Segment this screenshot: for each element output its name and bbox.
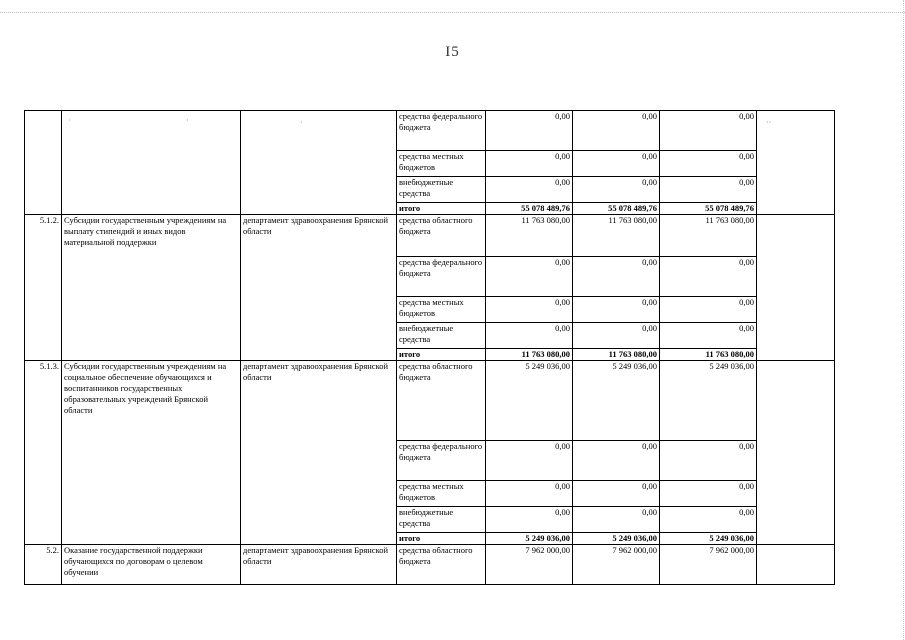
cell-value: 0,00 xyxy=(486,177,573,203)
cell-value: 7 962 000,00 xyxy=(486,545,573,585)
cell-value: 0,00 xyxy=(660,481,757,507)
table-row xyxy=(25,545,835,585)
cell-executor: департамент здравоохранения Брянской области xyxy=(241,215,397,361)
page-number: I5 xyxy=(445,44,460,60)
cell-value: 0,00 xyxy=(486,507,573,533)
cell-note xyxy=(757,215,835,361)
cell-source: средства местных бюджетов xyxy=(397,151,486,177)
scan-artifact: · xyxy=(186,116,189,125)
cell-value: 11 763 080,00 xyxy=(573,215,660,257)
cell-value: 0,00 xyxy=(660,297,757,323)
scan-artifact: · xyxy=(68,116,71,125)
cell-value: 5 249 036,00 xyxy=(486,533,573,545)
cell-value: 5 249 036,00 xyxy=(660,361,757,441)
cell-value: 0,00 xyxy=(573,441,660,481)
cell-value: 55 078 489,76 xyxy=(573,203,660,215)
cell-value: 0,00 xyxy=(573,507,660,533)
cell-source: средства областного бюджета xyxy=(397,215,486,257)
cell-value: 55 078 489,76 xyxy=(486,203,573,215)
cell-value: 11 763 080,00 xyxy=(660,215,757,257)
cell-note xyxy=(757,111,835,215)
cell-source: средства федерального бюджета xyxy=(397,111,486,151)
cell-value: 7 962 000,00 xyxy=(660,545,757,585)
cell-value: 0,00 xyxy=(573,111,660,151)
cell-executor: департамент здравоохранения Брянской области xyxy=(241,361,397,545)
cell-source: средства областного бюджета xyxy=(397,545,486,585)
cell-number: 5.1.3. xyxy=(25,361,62,545)
cell-source: средства областного бюджета xyxy=(397,361,486,441)
cell-value: 0,00 xyxy=(573,257,660,297)
cell-value: 0,00 xyxy=(486,441,573,481)
scan-artifact: ·· xyxy=(766,118,772,127)
cell-source: внебюджетные средства xyxy=(397,507,486,533)
cell-value: 5 249 036,00 xyxy=(486,361,573,441)
budget-table xyxy=(24,110,835,585)
cell-value: 0,00 xyxy=(573,323,660,349)
scan-edge-top xyxy=(0,12,905,13)
cell-number: 5.2. xyxy=(25,545,62,585)
cell-value: 11 763 080,00 xyxy=(486,349,573,361)
cell-value: 5 249 036,00 xyxy=(573,361,660,441)
cell-value: 0,00 xyxy=(573,151,660,177)
cell-value: 11 763 080,00 xyxy=(486,215,573,257)
cell-source: внебюджетные средства xyxy=(397,177,486,203)
cell-source: внебюджетные средства xyxy=(397,323,486,349)
cell-value: 0,00 xyxy=(573,297,660,323)
cell-value: 0,00 xyxy=(573,481,660,507)
table-row xyxy=(25,361,835,441)
cell-name: Оказание государственной поддержки обучающихся по договорам о целевом обучении xyxy=(62,545,241,585)
cell-value: 11 763 080,00 xyxy=(573,349,660,361)
cell-value: 11 763 080,00 xyxy=(660,349,757,361)
cell-value: 0,00 xyxy=(660,151,757,177)
cell-value: 0,00 xyxy=(660,177,757,203)
cell-number: 5.1.2. xyxy=(25,215,62,361)
cell-source: средства федерального бюджета xyxy=(397,257,486,297)
cell-value: 0,00 xyxy=(486,151,573,177)
cell-name: Субсидии государственным учреждениям на социальное обеспечение обучающихся и воспитанников государственных образовательных учреждений Брянской области xyxy=(62,361,241,545)
scan-artifact: · xyxy=(300,118,303,127)
table-body xyxy=(25,111,835,585)
cell-name: Субсидии государственным учреждениям на выплату стипендий и иных видов материальной поддержки xyxy=(62,215,241,361)
cell-value: 55 078 489,76 xyxy=(660,203,757,215)
cell-value: 0,00 xyxy=(660,323,757,349)
cell-value: 0,00 xyxy=(660,441,757,481)
cell-source: итого xyxy=(397,349,486,361)
table-row xyxy=(25,215,835,257)
cell-executor: департамент здравоохранения Брянской области xyxy=(241,545,397,585)
cell-source: средства местных бюджетов xyxy=(397,297,486,323)
cell-name xyxy=(62,111,241,215)
cell-source: итого xyxy=(397,533,486,545)
cell-value: 0,00 xyxy=(660,507,757,533)
cell-value: 7 962 000,00 xyxy=(573,545,660,585)
cell-value: 0,00 xyxy=(486,257,573,297)
cell-value: 0,00 xyxy=(660,111,757,151)
cell-value: 0,00 xyxy=(486,481,573,507)
scan-edge-right xyxy=(903,0,904,640)
cell-source: средства федерального бюджета xyxy=(397,441,486,481)
table-row xyxy=(25,111,835,151)
cell-value: 0,00 xyxy=(660,257,757,297)
cell-value: 0,00 xyxy=(486,323,573,349)
cell-value: 0,00 xyxy=(573,177,660,203)
cell-executor xyxy=(241,111,397,215)
cell-number xyxy=(25,111,62,215)
cell-note xyxy=(757,545,835,585)
cell-value: 0,00 xyxy=(486,297,573,323)
cell-source: средства местных бюджетов xyxy=(397,481,486,507)
cell-source: итого xyxy=(397,203,486,215)
cell-value: 5 249 036,00 xyxy=(573,533,660,545)
cell-value: 5 249 036,00 xyxy=(660,533,757,545)
cell-value: 0,00 xyxy=(486,111,573,151)
cell-note xyxy=(757,361,835,545)
